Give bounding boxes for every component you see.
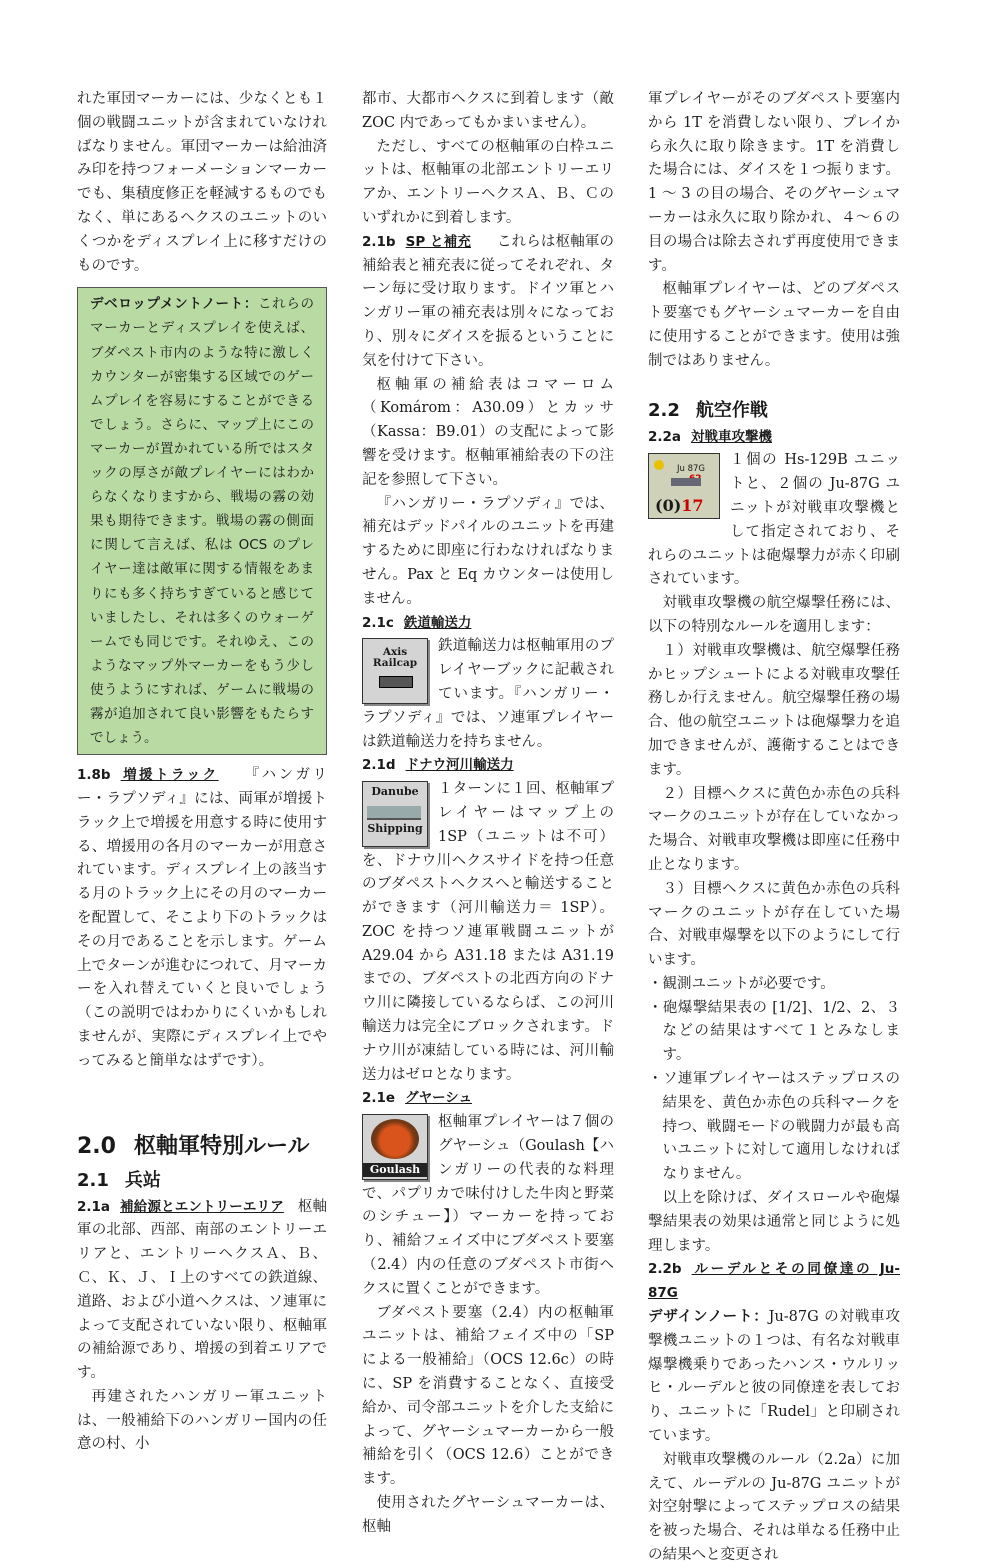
locomotive-icon <box>379 676 413 688</box>
bullet-item: ・ソ連軍プレイヤーはステップロスの結果を、黄色か赤色の兵科マークを持つ、戦闘モードの戦闘力が最も高いユニットに対して適用しなければなりません。 <box>648 1071 900 1183</box>
rule-2-1e-heading <box>362 1087 614 1111</box>
rule-2-2a-text: １個の Hs-129B ユニットと、２個の Ju-87G ユニットが対戦車攻撃機として指定されており、それらのユニットは砲爆撃力が赤く印刷されています。 <box>648 452 900 588</box>
rule-2-1c-heading <box>362 612 614 636</box>
goulash-bowl-icon <box>371 1119 419 1159</box>
section-2-2-heading <box>648 396 900 426</box>
note-label: デベロップメントノート： <box>90 296 258 313</box>
paragraph: ただし、すべての枢軸軍の白枠ユニットは、枢軸軍の北部エントリーエリアか、エントリーヘクスＡ、Ｂ、Ｃのいずれかに到着します。 <box>362 138 614 226</box>
paragraph: 対戦車攻撃機のルール（2.2a）に加えて、ルーデルの Ju-87G ユニットが対空射撃によってステップロスの結果を被った場合、それは単なる任務中止の結果へと変更され <box>648 1451 900 1564</box>
paragraph: れた軍団マーカーには、少なくとも１個の戦闘ユニットが含まれていなければなりません。軍団マーカーは給油済み印を持つフォーメーションマーカーでも、集積度修正を軽減するものでもなく、単にあるヘクスのユニットのいくつかをディスプレイ上に移すだけのものです。 <box>77 91 327 274</box>
rule-title: 鉄道輸送力 <box>403 614 472 631</box>
rule-2-1e-text: 枢軸軍プレイヤーは７個のグヤーシュ（Goulash【ハンガリーの代表的な料理で、パプリカで味付けした牛肉と野菜のシチュー】）マーカーを持っており、補給フェイズ中にブダペスト要塞（2.4）内の任意のブダペスト市街ヘクスに置くことができます。 <box>362 1114 614 1297</box>
paragraph: 以上を除けば、ダイスロールや砲爆撃結果表の効果は通常と同じように処理します。 <box>648 1190 900 1254</box>
rule-title: ドナウ河川輸送力 <box>405 757 514 774</box>
column-3 <box>648 88 900 1568</box>
bullet-item: ・砲爆撃結果表の [1/2]、1/2、2、３などの結果はすべて１とみなします。 <box>648 999 900 1064</box>
counter-text: (0) <box>655 496 682 516</box>
rule-2-1d-heading <box>362 754 614 778</box>
bullet-item: ・観測ユニットが必要です。 <box>648 975 835 992</box>
column-1 <box>77 88 327 1457</box>
note-text: これらのマーカーとディスプレイを使えば、ブダペスト市内のような特に激しくカウンターが密集する区域でのゲームプレイを容易にすることができるでしょう。さらに、マップ上にこのマーカーが置かれている所ではスタックの厚さが敵プレイヤーにはわからなくなりますから、戦場の霧の効果も期待できます。戦場の霧の側面に関して言えば、私は OCS のプレイヤー達は敵軍に関する情報をあまりにも多く持ちすぎていると感じていましたし、それは多くのウォーゲームでも同じです。それゆえ、このようなマップ外マーカーをもう少し使うようにすれば、ゲームに戦場の霧が追加されて良い影響をもたらすでしょう。 <box>90 296 315 747</box>
counter-text: Shipping <box>367 822 423 836</box>
rule-heading <box>362 1090 498 1106</box>
design-note <box>648 1306 900 1449</box>
rule-2-2b-heading <box>648 1258 900 1306</box>
rule-title: 増援トラック <box>120 767 219 784</box>
rule-text: 枢軸軍の北部、西部、南部のエントリーエリアと、エントリーヘクスＡ、Ｂ、Ｃ、Ｋ、Ｊ、Ｉ上のすべての鉄道線、道路、および小道ヘクスは、ソ連軍によって支配されていない限り、枢軸軍の補給源であり、増援の到着エリアです。 <box>77 1198 327 1382</box>
paragraph: ブダペスト要塞（2.4）内の枢軸軍ユニットは、補給フェイズ中の「SP による一般補給」（OCS 12.6c）の時に、SP を消費することなく、直接受給か、司令部ユニットを介した支給によって、グヤーシュマーカーから一般補給を引く（OCS 12.6）ことができます。 <box>362 1304 614 1488</box>
rule-number: 2.2a <box>648 428 682 445</box>
section-title: 兵站 <box>124 1169 161 1191</box>
rule-text: これらは枢軸軍の補給表と補充表に従ってそれぞれ、ターン毎に受け取ります。ドイツ軍とハンガリー軍の補充表は別々になっており、別々にダイスを振るということに気を付けて下さい。 <box>362 233 615 369</box>
column-2 <box>362 88 614 1540</box>
rule-item: ３）目標ヘクスに黄色か赤色の兵科マークのユニットが存在していた場合、対戦車爆撃を以下のようにして行います。 <box>648 880 900 969</box>
rule-heading <box>362 234 497 250</box>
paragraph: 枢軸軍の補給表はコマーロム（Komárom：A30.09）とカッサ（Kassa：B9.01）の支配によって影響を受けます。枢軸軍補給表の下の注記を参照して下さい。 <box>362 376 614 488</box>
goulash-counter-image <box>362 1114 428 1180</box>
rule-heading <box>362 757 540 773</box>
rule-2-2a-heading <box>648 426 900 450</box>
rule-1-8b <box>77 764 327 1073</box>
section-number: 2.2 <box>648 399 680 421</box>
counter-text: Danube <box>371 785 419 799</box>
rule-number: 2.1e <box>362 1090 396 1107</box>
development-note-box <box>77 287 327 755</box>
rule-heading <box>77 1199 298 1215</box>
rule-number: 2.2b <box>648 1261 682 1278</box>
rule-number: 2.1b <box>362 233 396 250</box>
ship-icon <box>367 806 421 820</box>
counter-values <box>655 494 704 518</box>
rule-title: SP と補充 <box>405 233 471 250</box>
section-2-0-heading <box>77 1130 327 1164</box>
paragraph: 再建されたハンガリー軍ユニットは、一般補給下のハンガリー国内の任意の村、小 <box>77 1388 327 1453</box>
rule-2-1c-text: 鉄道輸送力は枢軸軍用のプレイヤーブックに記載されています。『ハンガリー・ラプソディ』では、ソ連軍プレイヤーは鉄道輸送力を持ちません。 <box>362 638 614 750</box>
note-label: デザインノート： <box>648 1309 769 1326</box>
rule-number: 1.8b <box>77 767 111 784</box>
rule-heading <box>77 767 245 783</box>
section-title: 航空作戦 <box>695 399 768 421</box>
rule-heading <box>362 615 497 631</box>
rule-2-1b <box>362 231 614 374</box>
rule-text: 『ハンガリー・ラプソディ』には、両軍が増援トラック上で増援を用意する時に使用する、増援用の各月のマーカーが用意されています。ディスプレイ上の該当する月のトラック上にその月のマーカーを配置して、そこより下のトラックはその月であることを示します。ゲーム上でターンが進むにつれて、月マーカーを入れ替えていくと良いでしょう（この説明ではわかりにくいかもしれませんが、実際にディスプレイ上でやってみると簡単なはずです）。 <box>77 767 328 1069</box>
section-2-1-heading <box>77 1166 327 1196</box>
rule-number: 2.1c <box>362 614 394 631</box>
counter-text: Goulash <box>363 1163 427 1177</box>
paragraph: 使用されたグヤーシュマーカーは、枢軸 <box>362 1495 614 1535</box>
danube-shipping-counter-image <box>362 781 428 847</box>
paragraph: 軍プレイヤーがそのブダペスト要塞内から 1T を消費しない限り、プレイから永久に取り除きます。1T を消費した場合には、ダイスを１つ振ります。1 ～ 3 の目の場合、そのグヤーシュマーカーは永久に取り除かれ、４～６の目の場合は除去されず再度使用できます。 <box>648 91 900 274</box>
railcap-counter-image <box>362 638 428 704</box>
counter-text: Ju 87G <box>677 464 705 475</box>
rule-number: 2.1a <box>77 1198 111 1215</box>
rule-item: ２）目標ヘクスに黄色か赤色の兵科マークのユニットが存在していなかった場合、対戦車攻撃機は即座に任務中止となります。 <box>648 785 900 873</box>
counter-text: Axis <box>382 646 408 659</box>
ju87g-counter-image <box>648 453 720 519</box>
spacer <box>648 374 900 396</box>
rule-title: 対戦車攻撃機 <box>691 428 773 445</box>
section-number: 2.0 <box>77 1133 116 1159</box>
rule-title: 補給源とエントリーエリア <box>120 1198 284 1215</box>
paragraph: 対戦車攻撃機の航空爆撃任務には、以下の特別なルールを適用します： <box>648 595 900 635</box>
paragraph: 都市、大都市ヘクスに到着します（敵 ZOC 内であってもかまいません）。 <box>362 91 614 131</box>
rule-title: ルーデルとその同僚達の Ju-87G <box>648 1261 900 1302</box>
rule-number: 2.1d <box>362 757 396 774</box>
section-number: 2.1 <box>77 1169 109 1191</box>
rule-title: グヤーシュ <box>405 1090 473 1107</box>
counter-text: 17 <box>681 496 704 516</box>
rule-heading <box>648 429 798 445</box>
unit-dot-icon <box>654 460 664 470</box>
section-title: 枢軸軍特別ルール <box>133 1133 310 1159</box>
rule-item: １）対戦車攻撃機は、航空爆撃任務かヒップシュートによる対戦車攻撃任務しか行えません。航空爆撃任務の場合、他の航空ユニットは砲爆撃力を追加できませんが、護衛することはできます。 <box>648 642 900 778</box>
rule-2-1d-text: １ターンに１回、枢軸軍プレイヤーはマップ上の 1SP（ユニットは不可）を、ドナウ川ヘクスサイドを持つ任意のブダペストヘクスへと輸送することができます（河川輸送力＝ 1SP）。ZOC を持つソ連軍戦闘ユニットが A29.04 から A31.18 または A31.19 までの、ブダペストの北西方向のドナウ川に隣接しているならば、この河川輸送力は完全にブロックされます。ドナウ川が凍結している時には、河川輸送力はゼロとなります。 <box>362 781 614 1083</box>
rule-heading <box>648 1261 900 1301</box>
note-text: Ju-87G の対戦車攻撃機ユニットの１つは、有名な対戦車爆撃機乗りであったハンス・ウルリッヒ・ルーデルと彼の同僚達を表しており、ユニットに「Rudel」と印刷されています。 <box>648 1309 900 1445</box>
aircraft-icon <box>671 478 701 486</box>
paragraph: 『ハンガリー・ラプソディ』では、補充はデッドパイルのユニットを再建するために即座に行わなければなりません。Pax と Eq カウンターは使用しません。 <box>362 495 614 607</box>
paragraph: 枢軸軍プレイヤーは、どのブダペスト要塞でもグヤーシュマーカーを自由に使用することができます。使用は強制ではありません。 <box>648 281 900 369</box>
rule-2-1a <box>77 1196 327 1386</box>
counter-text: Railcap <box>372 657 418 670</box>
